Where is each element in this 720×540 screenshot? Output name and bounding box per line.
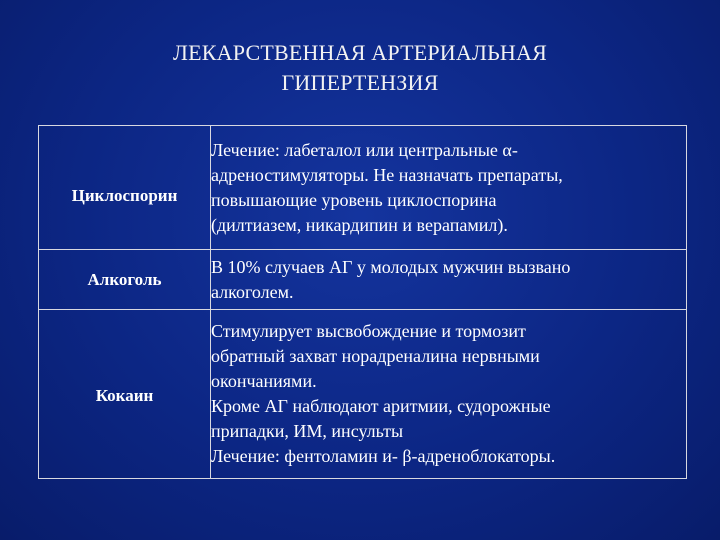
drug-name-cell [39, 250, 211, 310]
drug-description-cell [211, 250, 687, 310]
description-line: В 10% случаев АГ у молодых мужчин вызвано [211, 256, 571, 277]
description-line: Стимулирует высвобождение и тормозит [211, 321, 526, 341]
description-line: Лечение: лабеталол или центральные α- [211, 139, 518, 160]
drug-description-cell [211, 310, 687, 479]
description-line: (дилтиазем, никардипин и верапамил). [211, 214, 508, 235]
drug-description-cell [211, 126, 687, 250]
drug-table [38, 125, 687, 479]
description-line: Кроме АГ наблюдают аритмии, судорожные [211, 396, 551, 416]
drug-name-cyclosporine: Циклоспорин [71, 185, 178, 205]
table-row-cyclosporine [39, 126, 687, 250]
description-line: Лечение: фентоламин и- β-адреноблокаторы. [211, 446, 556, 466]
slide-title-line-1: ЛЕКАРСТВЕННАЯ АРТЕРИАЛЬНАЯ [173, 40, 547, 65]
description-line: окончаниями. [211, 371, 317, 391]
drug-name-cell [39, 126, 211, 250]
drug-name-alcohol: Алкоголь [87, 269, 162, 289]
description-line: припадки, ИМ, инсульты [211, 421, 404, 441]
drug-name-cocaine: Кокаин [95, 386, 154, 405]
description-line: адреностимуляторы. Не назначать препараты, [211, 164, 563, 185]
drug-name-cell [39, 310, 211, 479]
description-line: повышающие уровень циклоспорина [211, 189, 497, 210]
slide-title-line-2: ГИПЕРТЕНЗИЯ [281, 70, 439, 95]
slide-title [0, 38, 720, 98]
table-row-cocaine [39, 310, 687, 479]
description-line: обратный захват норадреналина нервными [211, 346, 540, 366]
table-row-alcohol [39, 250, 687, 310]
description-line: алкоголем. [211, 281, 294, 302]
